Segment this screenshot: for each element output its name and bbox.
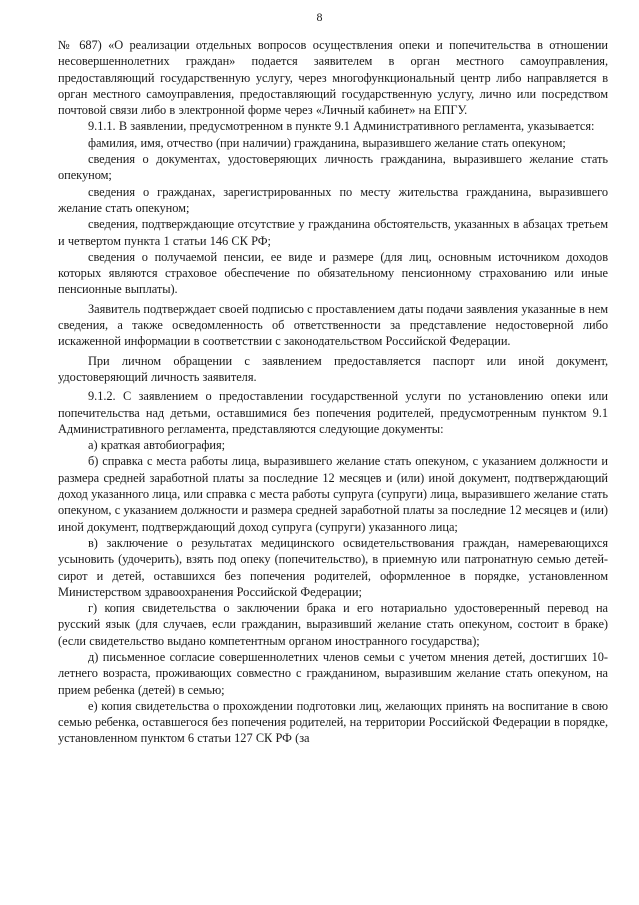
paragraph-9-1-1: 9.1.1. В заявлении, предусмотренном в пункте 9.1 Административного регламента, указывается: [88, 119, 595, 134]
list-item-a: а) краткая автобиография; [88, 438, 226, 453]
list-item-d: д) письменное согласие совершеннолетних членов семьи с учетом мнения детей, достигших 10-летнего возраста, проживающих совместно с гражданином, выразившим желание стать опекуном, на прием ребенка (детей) в семью; [58, 649, 608, 697]
list-item-b: б) справка с места работы лица, выразившего желание стать опекуном, с указанием должности и размера средней заработной платы за последние 12 месяцев и (или) иной документ, подтверждающий доход указанного лица, или справка с места работы супруга (супруги) лица, выразившего желание стать опекуном, с указанием должности и размера средней заработной платы за последние 12 месяцев и (или) иной документ, подтверждающий доход супруга (супруги) указанного лица; [58, 454, 608, 534]
paragraph-registered-persons: сведения о гражданах, зарегистрированных по месту жительства гражданина, выразившего желание стать опекуном; [58, 184, 608, 215]
paragraph-personal-appeal: При личном обращении с заявлением предоставляется паспорт или иной документ, удостоверяющий личность заявителя. [58, 353, 608, 384]
paragraph-9-1-2: 9.1.2. С заявлением о предоставлении государственной услуги по установлению опеки или попечительства над детьми, оставшимися без попечения родителей, предусмотренным пунктом 9.1 Административного регламента, представляются следующие документы: [58, 389, 608, 436]
paragraph-identity-documents: сведения о документах, удостоверяющих личность гражданина, выразившего желание стать опекуном; [58, 152, 608, 183]
list-item-v: в) заключение о результатах медицинского освидетельствования граждан, намеревающихся усыновить (удочерить), взять под опеку (попечительство), в приемную или патронатную семью детей-сирот и детей, оставшихся без попечения родителей, оформленное в порядке, установленном Министерством здравоохранения Российской Федерации; [58, 535, 608, 599]
paragraph-continuation: № 687) «О реализации отдельных вопросов осуществления опеки и попечительства в отношении несовершеннолетних граждан» подается заявителем в орган местного самоуправления, предоставляющий государственную услугу, через многофункциональный центр либо направляется в орган местного самоуправления, предоставляющий государственную услугу, лично или посредством почтовой связи либо в электронной форме через «Личный кабинет» на ЕПГУ. [58, 38, 608, 118]
page-number: 8 [316, 10, 323, 24]
list-item-g: г) копия свидетельства о заключении брака и его нотариально удостоверенный перевод на русский язык (для случаев, если гражданин, выразивший желание стать опекуном, состоит в браке) (если свидетельство выдано компетентным органом иностранного государства); [58, 601, 608, 648]
paragraph-no-circumstances: сведения, подтверждающие отсутствие у гражданина обстоятельств, указанных в абзацах третьем и четвертом пункта 1 статьи 146 СК РФ; [58, 217, 608, 248]
paragraph-pension-info: сведения о получаемой пенсии, ее виде и размере (для лиц, основным источником доходов которых являются страховое обеспечение по обязательному пенсионному страхованию или иные пенсионные выплаты). [58, 249, 608, 297]
paragraph-full-name: фамилия, имя, отчество (при наличии) гражданина, выразившего желание стать опекуном; [88, 135, 566, 150]
document-body [58, 37, 608, 747]
paragraph-signature-confirmation: Заявитель подтверждает своей подписью с проставлением даты подачи заявления указанные в нем сведения, а также осведомленность об ответственности за представление недостоверной либо искаженной информации в соответствии с законодательством Российской Федерации. [58, 301, 608, 349]
list-item-e: е) копия свидетельства о прохождении подготовки лиц, желающих принять на воспитание в свою семью ребенка, оставшегося без попечения родителей, на территории Российской Федерации в порядке, установленном пунктом 6 статьи 127 СК РФ (за [58, 698, 608, 746]
